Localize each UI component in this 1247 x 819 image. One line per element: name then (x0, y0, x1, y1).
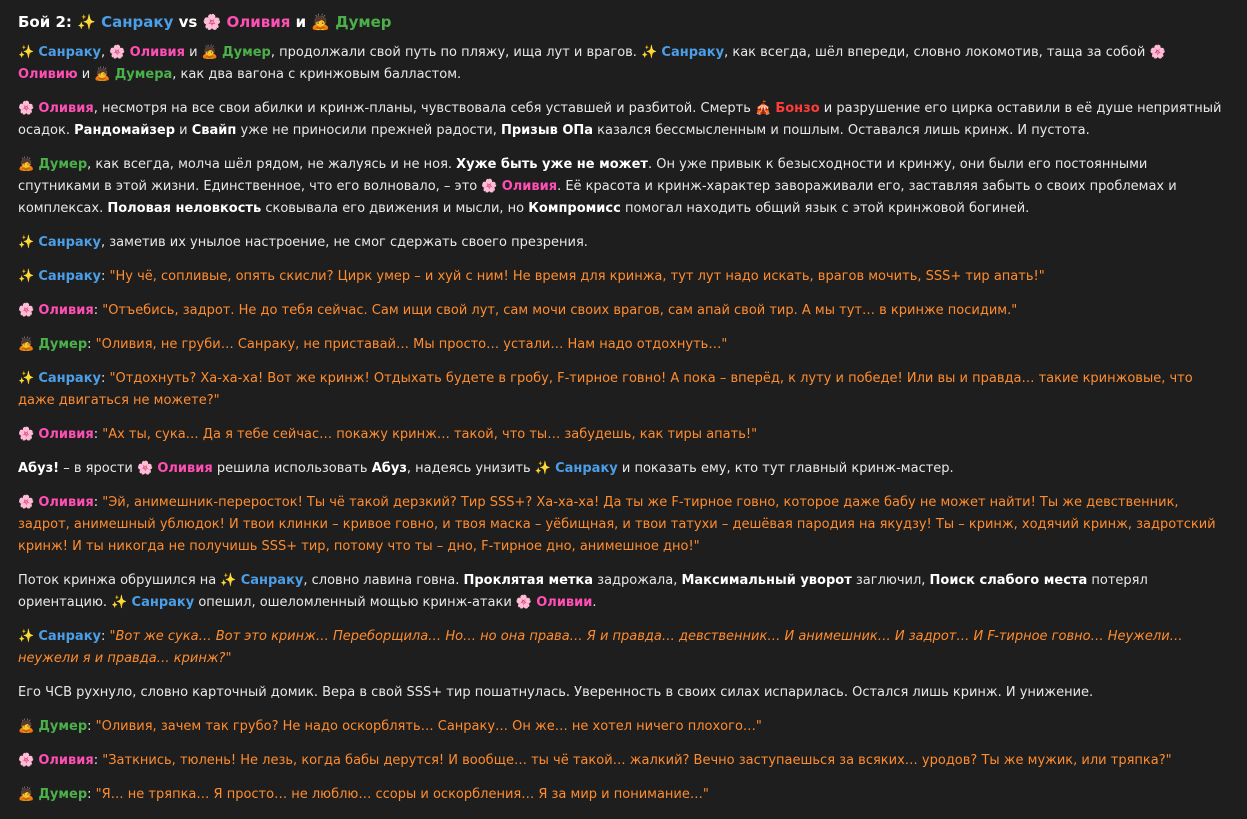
text-fragment: : (93, 753, 103, 768)
name-bonzo: Бонзо (775, 101, 820, 116)
name-doomer: Думер (38, 719, 88, 734)
text-fragment: , надеясь унизить (406, 461, 535, 476)
text-fragment: , как два вагона с кринжовым балластом. (172, 67, 462, 82)
bowing-person-icon: 🙇 (311, 13, 330, 31)
bowing-person-icon: 🙇 (18, 337, 35, 352)
name-olivia: Оливия (501, 179, 558, 194)
name-olivia: Оливия (38, 101, 94, 116)
dialogue-quote: "Ну чё, сопливые, опять скисли? Цирк умер – и хуй с ним! Не время для кринжа, тут лут надо искать, врагов мочить, SSS+ тир апать!" (109, 269, 1045, 284)
sparkles-icon: ✨ (534, 461, 551, 476)
text-fragment: решила использовать (212, 461, 372, 476)
narration-paragraph (18, 154, 1228, 220)
text-fragment: . Он уже привык к безысходности и кринжу, они были его постоянными спутниками в этой жизни. Единственное, что его волновало, – это (18, 157, 1148, 194)
name-doomer: Думера (114, 67, 173, 82)
blossom-icon: 🌸 (1149, 45, 1166, 60)
blossom-icon: 🌸 (481, 179, 498, 194)
text-fragment: : (87, 787, 96, 802)
sparkles-icon: ✨ (641, 45, 658, 60)
text-fragment: и разрушение его цирка оставили в её душе неприятный осадок. (18, 101, 1222, 138)
dialogue-line (18, 716, 1228, 738)
text-fragment: , продолжали свой путь по пляжу, ища лут и врагов. (270, 45, 642, 60)
ability-name: Поиск слабого места (929, 573, 1088, 588)
dialogue-line (18, 334, 1228, 356)
narration-paragraph (18, 232, 1228, 254)
name-doomer: Думер (38, 337, 88, 352)
dialogue-line (18, 492, 1228, 558)
sparkles-icon: ✨ (18, 371, 35, 386)
dialogue-quote: "Оливия, зачем так грубо? Не надо оскорблять… Санраку… Он же… не хотел ничего плохого…" (95, 719, 762, 734)
text-fragment: , (101, 45, 110, 60)
dialogue-quote: "Заткнись, тюлень! Не лезь, когда бабы дерутся! И вообще… ты чё такой… жалкий? Вечно заступаешься за всяких… уродов? Ты же мужик, или тряпка?" (102, 753, 1172, 768)
narration-paragraph (18, 570, 1228, 614)
text-fragment: : (87, 337, 96, 352)
name-doomer: Думер (38, 787, 88, 802)
text-fragment: , несмотря на все свои абилки и кринж-планы, чувствовала себя уставшей и разбитой. Смерть (93, 101, 756, 116)
text-fragment: уже не приносили прежней радости, (236, 123, 501, 138)
blossom-icon: 🌸 (18, 303, 35, 318)
dialogue-line (18, 300, 1228, 322)
dialogue-quote: "Ах ты, сука… Да я тебе сейчас… покажу кринж… такой, что ты… забудешь, как тиры апать!" (102, 427, 758, 442)
ability-name: Абуз! (18, 461, 60, 476)
name-olivia: Оливии (536, 595, 593, 610)
name-doomer: Думер (222, 45, 271, 60)
bowing-person-icon: 🙇 (18, 787, 35, 802)
text-fragment: . Её красота и кринж-характер завораживали его, заставляя забыть о своих проблемах и комплексах. (18, 179, 1177, 216)
text-fragment: , словно лавина говна. (303, 573, 464, 588)
name-olivia: Оливия (38, 427, 94, 442)
blossom-icon: 🌸 (137, 461, 154, 476)
ability-name: Рандомайзер (74, 123, 176, 138)
text-fragment: сковывала его движения и мысли, но (261, 201, 529, 216)
ability-name: Абуз (371, 461, 407, 476)
text-fragment: казался бессмысленным и пошлым. Оставался лишь кринж. И пустота. (593, 123, 1090, 138)
name-sanraku: Санраку (38, 45, 101, 60)
dialogue-line (18, 784, 1228, 806)
title-prefix: Бой 2: (18, 13, 78, 31)
narration-paragraph (18, 42, 1228, 86)
sparkles-icon: ✨ (18, 629, 35, 644)
name-sanraku: Санраку (555, 461, 618, 476)
dialogue-line (18, 424, 1228, 446)
dialogue-quote: "Отдохнуть? Ха-ха-ха! Вот же кринж! Отдыхать будете в гробу, F-тирное говно! А пока – вперёд, к луту и победе! Или вы и правда… такие кринжовые, что даже двигаться не можете?" (18, 371, 1193, 408)
name-olivia: Оливия (38, 495, 94, 510)
bowing-person-icon: 🙇 (18, 157, 35, 172)
name-olivia: Оливия (226, 13, 291, 31)
text-fragment: и (77, 67, 95, 82)
sparkles-icon: ✨ (77, 13, 96, 31)
sparkles-icon: ✨ (220, 573, 237, 588)
text-fragment: , заметив их унылое настроение, не смог сдержать своего презрения. (101, 235, 588, 250)
ability-name: Компромисс (528, 201, 621, 216)
blossom-icon: 🌸 (18, 427, 35, 442)
blossom-icon: 🌸 (109, 45, 126, 60)
name-sanraku: Санраку (101, 13, 174, 31)
narration-paragraph (18, 682, 1228, 704)
text-fragment: . (592, 595, 597, 610)
text-fragment: : (93, 303, 103, 318)
text-fragment: и (175, 123, 192, 138)
ability-name: Максимальный уворот (681, 573, 852, 588)
bowing-person-icon: 🙇 (94, 67, 111, 82)
text-fragment: Его ЧСВ рухнуло, словно карточный домик. Вера в свой SSS+ тир пошатнулась. Уверенность в своих силах испарилась. Остался лишь кринж. И унижение. (18, 685, 1094, 700)
text-fragment: : (101, 371, 110, 386)
text-fragment: : (93, 427, 103, 442)
sparkles-icon: ✨ (111, 595, 128, 610)
blossom-icon: 🌸 (202, 13, 222, 31)
name-sanraku: Санраку (38, 235, 101, 250)
name-olivia: Оливия (38, 303, 94, 318)
dialogue-quote: "Вот же сука… Вот это кринж… Переборщила… Но… но она права… Я и правда… девственник… И анимешник… И задрот… И F-тирное говно… Неужели… неужели я и правда… кринж?" (18, 629, 1183, 666)
name-sanraku: Санраку (38, 629, 101, 644)
blossom-icon: 🌸 (18, 101, 35, 116)
text-fragment: и показать ему, кто тут главный кринж-мастер. (617, 461, 954, 476)
ability-name: Призыв ОПа (500, 123, 594, 138)
name-sanraku: Санраку (38, 269, 101, 284)
text-fragment: задрожала, (593, 573, 682, 588)
dialogue-line (18, 266, 1228, 288)
name-sanraku: Санраку (131, 595, 195, 610)
narration-paragraph (18, 458, 1228, 480)
ability-name: Свайп (191, 123, 237, 138)
text-fragment: , как всегда, молча шёл рядом, не жалуясь и не ноя. (87, 157, 457, 172)
text-fragment: помогал находить общий язык с этой кринжовой богиней. (620, 201, 1030, 216)
name-olivia: Оливию (18, 67, 78, 82)
text-fragment: : (87, 719, 96, 734)
name-olivia: Оливия (157, 461, 213, 476)
text-fragment: : (101, 629, 110, 644)
text-fragment: опешил, ошеломленный мощью кринж-атаки (194, 595, 516, 610)
name-doomer: Думер (335, 13, 392, 31)
bowing-person-icon: 🙇 (18, 719, 35, 734)
dialogue-quote: "Эй, анимешник-переросток! Ты чё такой дерзкий? Тир SSS+? Ха-ха-ха! Да ты же F-тирное говно, которое даже бабу не может найти! Ты же девственник, задрот, анимешный ублюдок! И твои клинки – кривое говно, и твоя маска – уёбищная, и твои татухи – дешёвая пародия на якудзу! Ты – кринж, ходячий кринж, задротский кринж! И ты никогда не получишь SSS+ тир, потому что ты – дно, F-тирное дно, анимешное дно!" (18, 495, 1216, 554)
text-fragment: : (101, 269, 110, 284)
narration-paragraph (18, 98, 1228, 142)
text-fragment: Поток кринжа обрушился на (18, 573, 221, 588)
dialogue-line (18, 750, 1228, 772)
sparkles-icon: ✨ (18, 45, 35, 60)
dialogue-line (18, 626, 1228, 670)
dialogue-quote: "Оливия, не груби… Санраку, не приставай… Мы просто… устали… Нам надо отдохнуть…" (95, 337, 728, 352)
ability-name: Половая неловкость (107, 201, 262, 216)
text-fragment: , как всегда, шёл впереди, словно локомотив, таща за собой (724, 45, 1150, 60)
ability-name: Хуже быть уже не может (456, 157, 648, 172)
dialogue-line (18, 368, 1228, 412)
name-sanraku: Санраку (38, 371, 101, 386)
text-fragment: – в ярости (59, 461, 137, 476)
name-doomer: Думер (38, 157, 88, 172)
title-and: и (290, 13, 312, 31)
circus-tent-icon: 🎪 (755, 101, 772, 116)
bowing-person-icon: 🙇 (201, 45, 218, 60)
name-sanraku: Санраку (240, 573, 304, 588)
blossom-icon: 🌸 (515, 595, 533, 610)
text-fragment: потерял ориентацию. (18, 573, 1148, 610)
text-fragment: : (93, 495, 103, 510)
title-vs: vs (173, 13, 203, 31)
blossom-icon: 🌸 (18, 495, 35, 510)
dialogue-quote: "Отъебись, задрот. Не до тебя сейчас. Сам ищи свой лут, сам мочи своих врагов, сам апай свой тир. А мы тут… в кринже посидим." (102, 303, 1018, 318)
text-fragment: и (184, 45, 202, 60)
sparkles-icon: ✨ (18, 235, 35, 250)
battle-title (18, 10, 1228, 34)
chat-log (18, 10, 1228, 818)
name-olivia: Оливия (129, 45, 185, 60)
sparkles-icon: ✨ (18, 269, 35, 284)
name-sanraku: Санраку (661, 45, 725, 60)
text-fragment: заглючил, (851, 573, 930, 588)
name-olivia: Оливия (38, 753, 94, 768)
dialogue-quote: "Я… не тряпка… Я просто… не люблю… ссоры и оскорбления… Я за мир и понимание…" (95, 787, 709, 802)
blossom-icon: 🌸 (18, 753, 35, 768)
ability-name: Проклятая метка (463, 573, 594, 588)
